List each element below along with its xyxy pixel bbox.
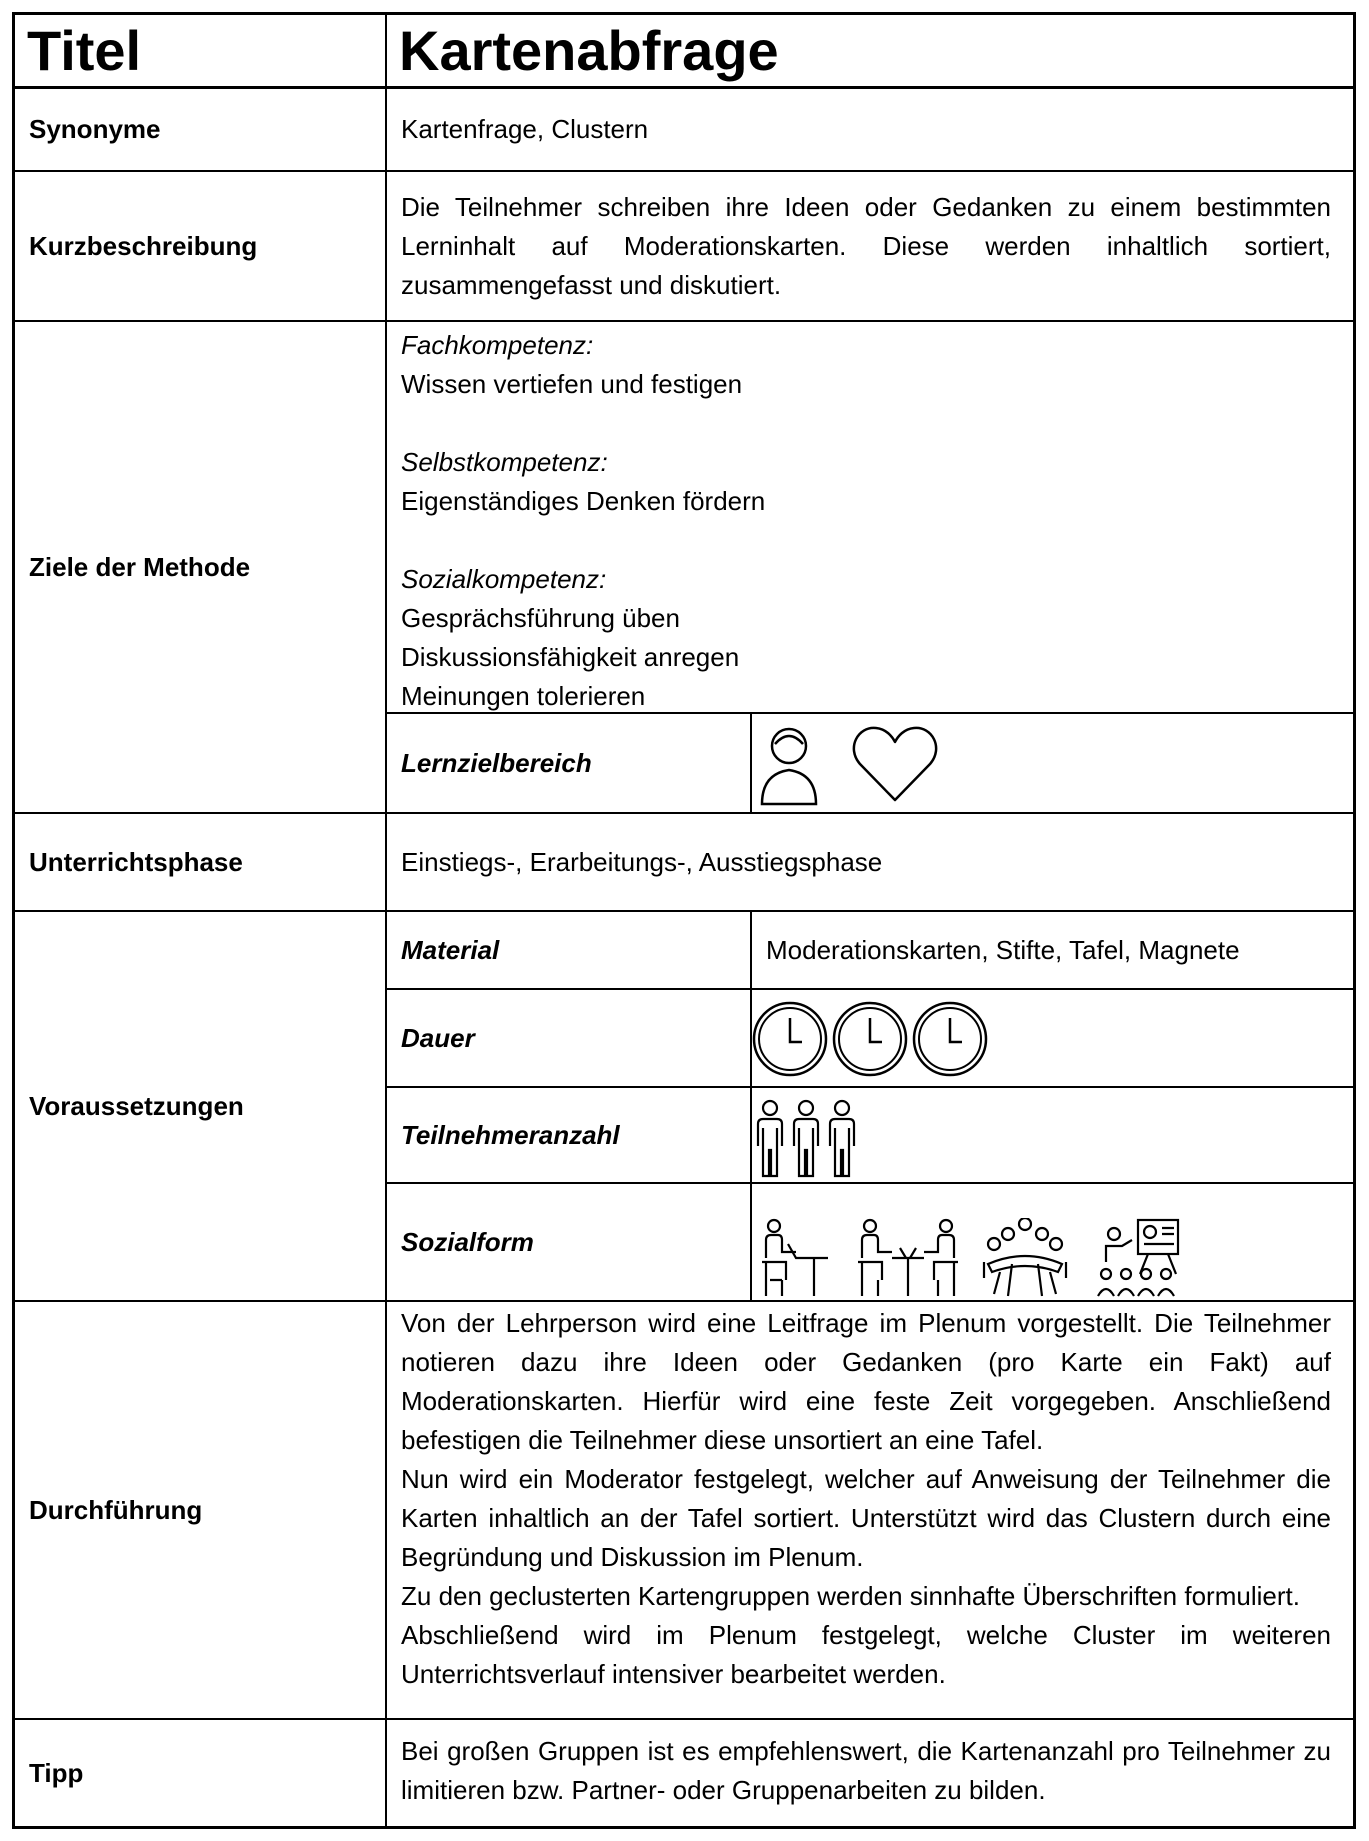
page-title: Kartenabfrage [399, 19, 779, 82]
unterrichtsphase-value: Einstiegs-, Erarbeitungs-, Ausstiegsphase [401, 846, 883, 877]
tipp-label: Tipp [29, 1757, 84, 1788]
person-standing-icon [794, 1101, 818, 1176]
durchfuehrung-paragraph: Nun wird ein Moderator festgelegt, welcher auf Anweisung der Teilnehmer die Karten inhaltlich an der Tafel sortiert. Unterstützt wird das Clustern durch eine Begründung und Diskussion im Plenum. [401, 1464, 1331, 1572]
clock-icon [834, 1003, 906, 1075]
kurzbeschreibung-label: Kurzbeschreibung [29, 230, 258, 261]
durchfuehrung-paragraph: Abschließend wird im Plenum festgelegt, welche Cluster im weiteren Unterrichtsverlauf intensiver bearbeitet werden. [401, 1620, 1331, 1689]
spacer [401, 404, 1331, 443]
individual-work-icon [762, 1220, 828, 1296]
voraussetzungen-label: Voraussetzungen [29, 1090, 244, 1121]
dauer-label: Dauer [401, 1022, 475, 1053]
durchfuehrung-label: Durchführung [29, 1494, 203, 1525]
fach-heading: Fachkompetenz: [401, 330, 594, 360]
durchfuehrung-paragraph: Von der Lehrperson wird eine Leitfrage im Plenum vorgestellt. Die Teilnehmer notieren dazu ihre Ideen oder Gedanken (pro Karte ein Fakt) auf Moderationskarten. Hierfür wird eine feste Zeit vorgegeben. Anschließend befestigen die Teilnehmer diese unsortiert an eine Tafel. [401, 1308, 1331, 1455]
sozialform-icons [760, 1218, 1240, 1298]
synonyme-label: Synonyme [29, 114, 161, 144]
partner-work-icon [858, 1220, 958, 1296]
ziele-label: Ziele der Methode [29, 551, 251, 582]
kurzbeschreibung-value: Die Teilnehmer schreiben ihre Ideen oder Gedanken zu einem bestimmten Lerninhalt auf Moderationskarten. Diese werden inhaltlich sortiert, zusammengefasst und diskutiert. [401, 192, 1331, 300]
dauer-icons [752, 998, 992, 1080]
ziele-content [387, 326, 1353, 712]
sozial-item: Gesprächsführung üben [401, 603, 680, 633]
person-standing-icon [758, 1101, 782, 1176]
teilnehmeranzahl-label: Teilnehmeranzahl [401, 1119, 620, 1150]
fach-item: Wissen vertiefen und festigen [401, 369, 743, 399]
clock-icon [914, 1003, 986, 1075]
sozial-item: Meinungen tolerieren [401, 681, 646, 711]
spacer [401, 521, 1331, 560]
durchfuehrung-content [387, 1304, 1353, 1718]
durchfuehrung-paragraph: Zu den geclusterten Kartengruppen werden sinnhafte Überschriften formuliert. [401, 1581, 1300, 1611]
group-work-icon [984, 1218, 1066, 1296]
synonyme-value: Kartenfrage, Clustern [401, 114, 649, 144]
teilnehmer-icons [752, 1098, 862, 1178]
heart-icon [850, 724, 940, 804]
person-standing-icon [830, 1101, 854, 1176]
lernzielbereich-label: Lernzielbereich [401, 747, 592, 778]
material-value: Moderationskarten, Stifte, Tafel, Magnete [766, 934, 1240, 965]
clock-icon [754, 1003, 826, 1075]
selbst-heading: Selbstkompetenz: [401, 447, 608, 477]
tipp-value: Bei großen Gruppen ist es empfehlenswert, die Kartenanzahl pro Teilnehmer zu limitieren bzw. Partner- oder Gruppenarbeiten zu bilden. [401, 1736, 1331, 1805]
plenum-icon [1098, 1220, 1178, 1296]
sozial-item: Diskussionsfähigkeit anregen [401, 642, 740, 672]
material-label: Material [401, 934, 500, 965]
title-label: Titel [27, 19, 142, 82]
person-icon [758, 724, 820, 806]
unterrichtsphase-label: Unterrichtsphase [29, 846, 243, 877]
sozialform-label: Sozialform [401, 1226, 534, 1257]
selbst-item: Eigenständiges Denken fördern [401, 486, 766, 516]
sozial-heading: Sozialkompetenz: [401, 564, 607, 594]
